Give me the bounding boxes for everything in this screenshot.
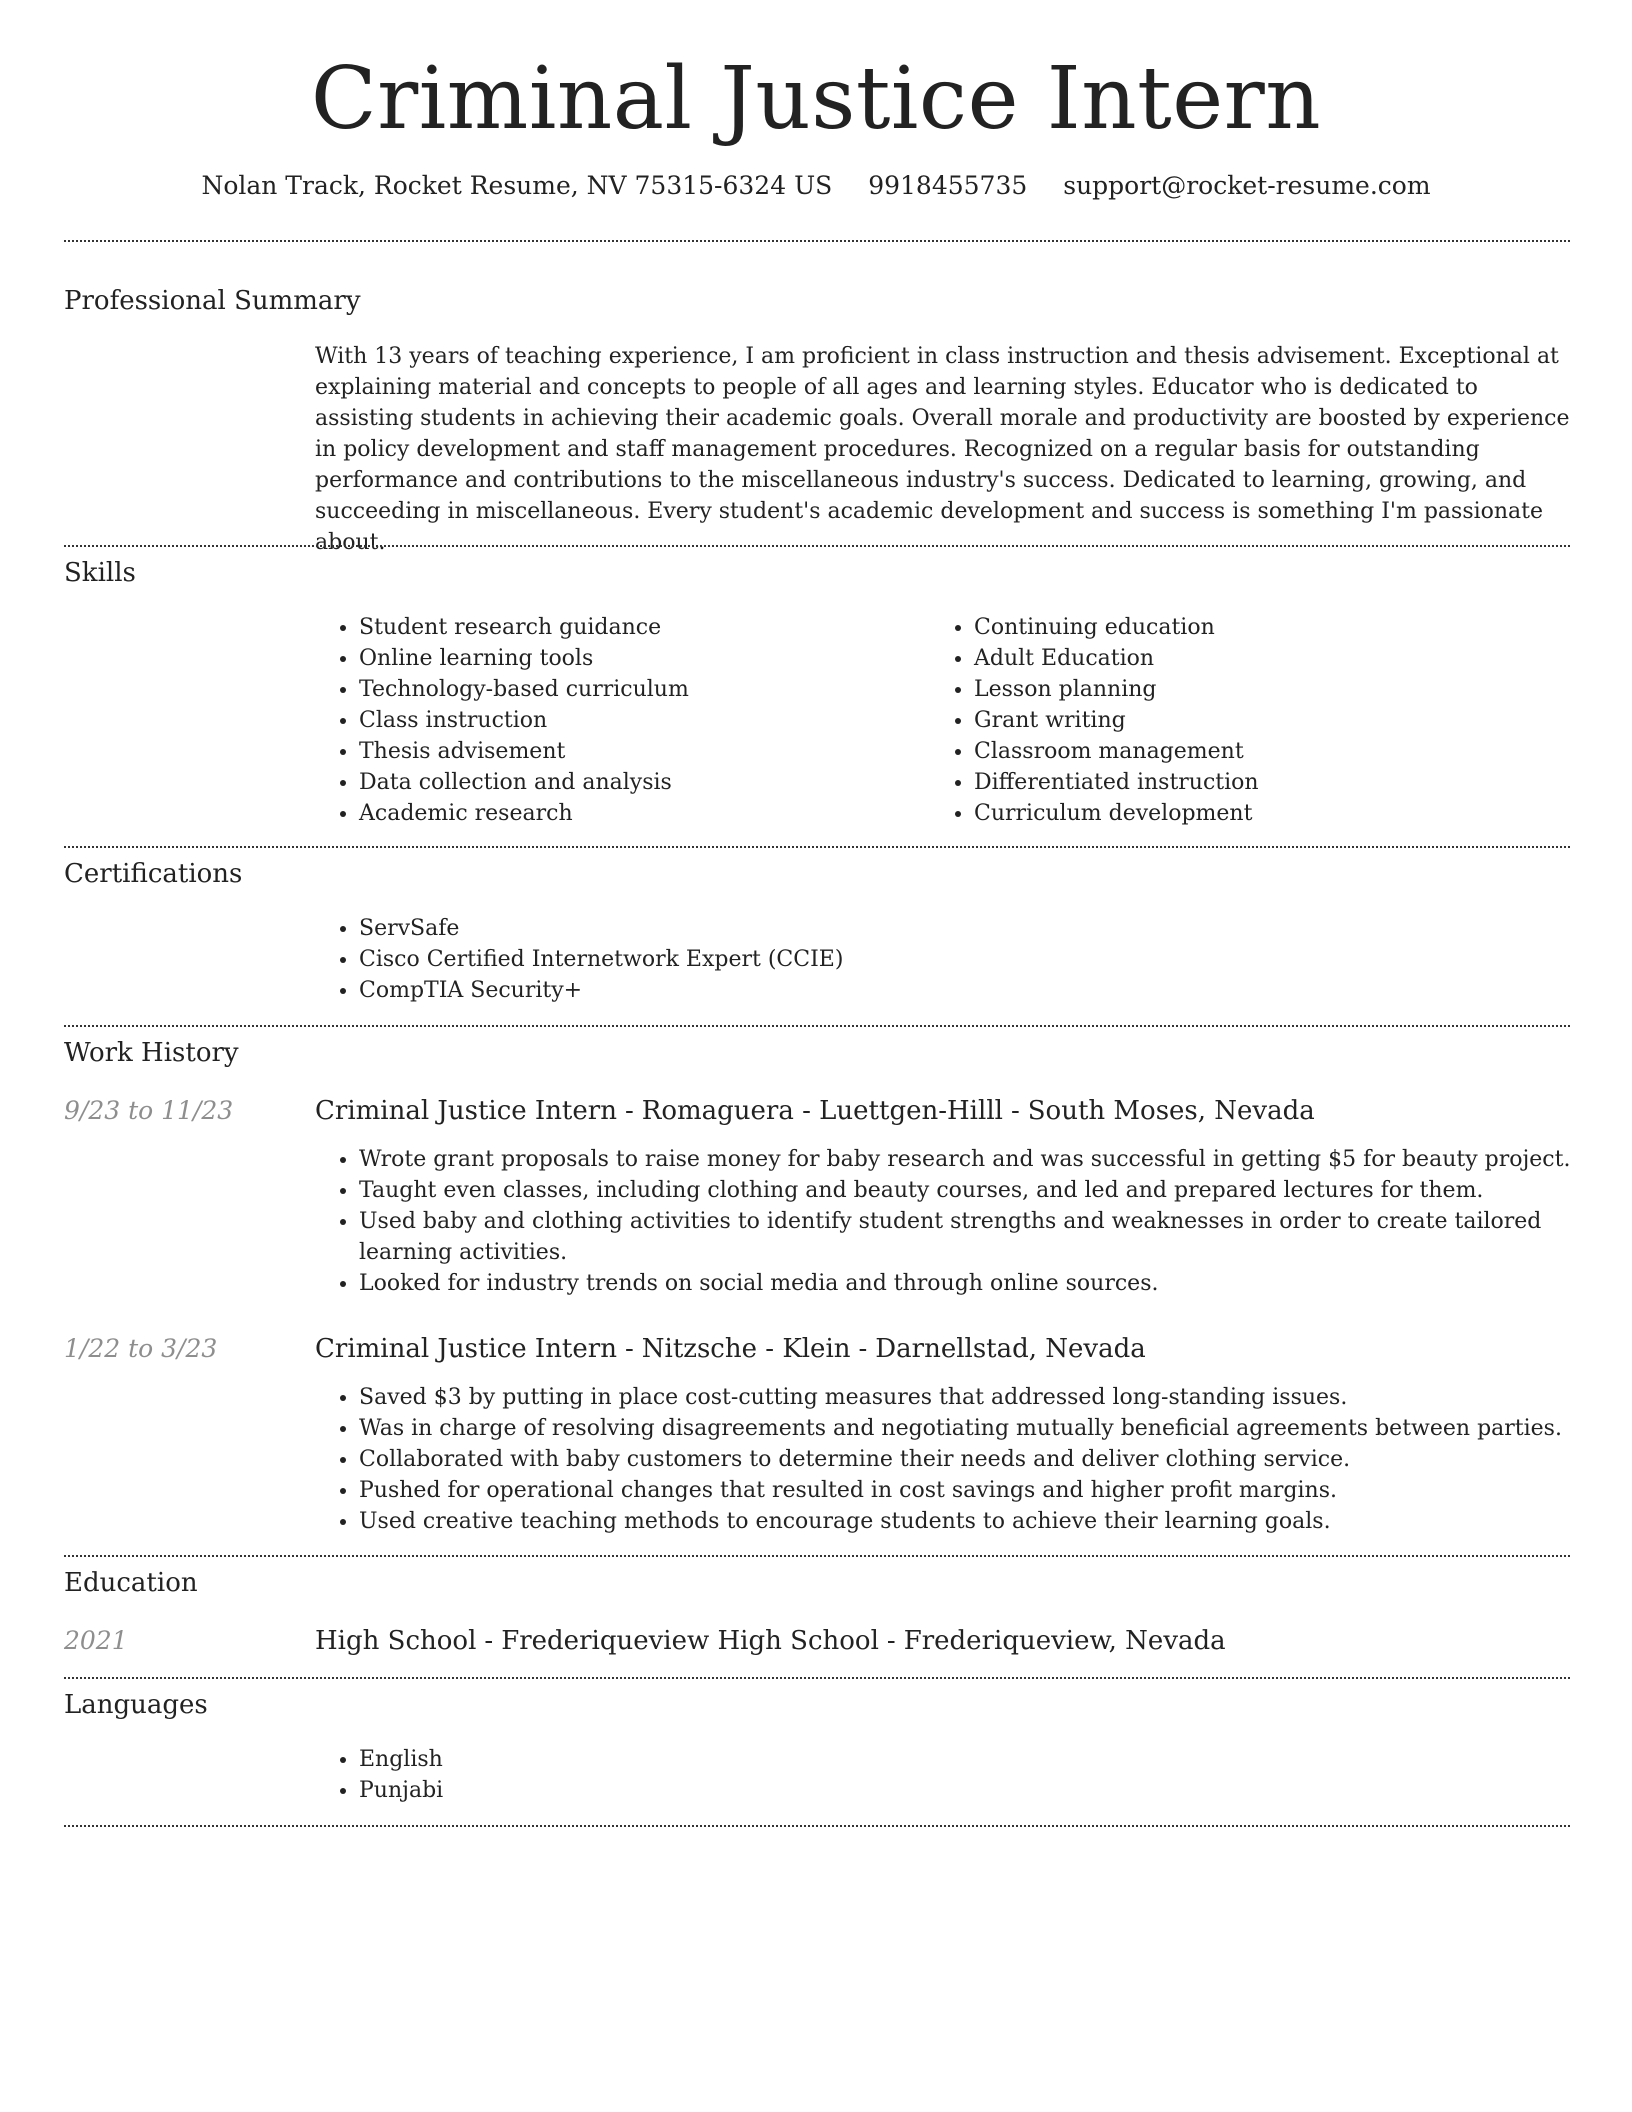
languages-list	[315, 1744, 959, 1806]
job-dates: 1/22 to 3/23	[64, 1334, 218, 1363]
contact-phone: 9918455735	[868, 171, 1028, 200]
skills-heading: Skills	[64, 558, 136, 588]
list-item: • Thesis advisement	[359, 736, 919, 767]
list-item: • English	[359, 1744, 959, 1775]
job-role: Criminal Justice Intern	[315, 1334, 617, 1364]
section-divider	[64, 545, 1570, 547]
section-divider	[64, 846, 1570, 848]
list-item: • Adult Education	[974, 643, 1574, 674]
list-item: • Differentiated instruction	[974, 767, 1574, 798]
section-divider	[64, 1555, 1570, 1557]
list-item: • Was in charge of resolving disagreements and negotiating mutually beneficial agreements between parties.	[359, 1413, 1609, 1444]
list-item: • ServSafe	[359, 913, 1559, 944]
education-title: High School - Frederiqueview High School - Frederiqueview, Nevada	[315, 1626, 1226, 1656]
list-item: • Data collection and analysis	[359, 767, 919, 798]
job-title: Criminal Justice Intern - Nitzsche - Klein - Darnellstad, Nevada	[315, 1334, 1146, 1364]
job-location: South Moses, Nevada	[1027, 1096, 1315, 1126]
skills-list-left	[315, 612, 919, 829]
job-employer: Romaguera - Luettgen-Hilll	[641, 1096, 1003, 1126]
list-item: • Looked for industry trends on social media and through online sources.	[359, 1268, 1609, 1299]
list-item: • Pushed for operational changes that resulted in cost savings and higher profit margins.	[359, 1475, 1609, 1506]
certifications-heading: Certifications	[64, 859, 243, 889]
education-heading: Education	[64, 1568, 198, 1598]
list-item: • CompTIA Security+	[359, 975, 1559, 1006]
certifications-list	[315, 913, 1559, 1006]
list-item: • Taught even classes, including clothing and beauty courses, and led and prepared lectures for them.	[359, 1175, 1609, 1206]
list-item: • Curriculum development	[974, 798, 1574, 829]
skills-list-right	[930, 612, 1574, 829]
education-degree: High School	[315, 1626, 477, 1656]
list-item: • Classroom management	[974, 736, 1574, 767]
list-item: • Lesson planning	[974, 674, 1574, 705]
job-bullets	[315, 1382, 1609, 1537]
contact-line	[0, 168, 1632, 204]
list-item: • Wrote grant proposals to raise money for baby research and was successful in getting $5 for beauty project.	[359, 1144, 1609, 1175]
list-item: • Grant writing	[974, 705, 1574, 736]
education-school: Frederiqueview High School	[501, 1626, 879, 1656]
resume-title: Criminal Justice Intern	[310, 49, 1322, 149]
section-divider	[64, 1677, 1570, 1679]
list-item: • Academic research	[359, 798, 919, 829]
section-divider	[64, 1825, 1570, 1827]
job-employer: Nitzsche - Klein	[641, 1334, 851, 1364]
list-item: • Collaborated with baby customers to determine their needs and deliver clothing service.	[359, 1444, 1609, 1475]
list-item: • Used creative teaching methods to encourage students to achieve their learning goals.	[359, 1506, 1609, 1537]
job-title: Criminal Justice Intern - Romaguera - Luettgen-Hilll - South Moses, Nevada	[315, 1096, 1315, 1126]
section-divider	[64, 1025, 1570, 1027]
list-item: • Online learning tools	[359, 643, 919, 674]
list-item: • Used baby and clothing activities to identify student strengths and weaknesses in order to create tailored learning activities.	[359, 1206, 1609, 1268]
list-item: • Cisco Certified Internetwork Expert (CCIE)	[359, 944, 1559, 975]
contact-email: support@rocket-resume.com	[1063, 171, 1431, 200]
job-location: Darnellstad, Nevada	[875, 1334, 1146, 1364]
list-item: • Punjabi	[359, 1775, 959, 1806]
job-dates: 9/23 to 11/23	[64, 1096, 234, 1125]
contact-address: Nolan Track, Rocket Resume, NV 75315-6324 US	[201, 171, 833, 200]
summary-text: With 13 years of teaching experience, I am proficient in class instruction and thesis advisement. Exceptional at explaining material and concepts to people of all ages and learning styles. Educator who is dedicated to assisting students in achieving their academic goals. Overall morale and productivity are boosted by experience in policy development and staff management procedures. Recognized on a regular basis for outstanding performance and contributions to the miscellaneous industry's success. Dedicated to learning, growing, and succeeding in miscellaneous. Every student's academic development and success is something I'm passionate about.	[315, 344, 1570, 555]
languages-heading: Languages	[64, 1690, 208, 1720]
list-item: • Continuing education	[974, 612, 1574, 643]
summary-heading: Professional Summary	[64, 286, 361, 316]
education-year: 2021	[64, 1626, 128, 1655]
job-role: Criminal Justice Intern	[315, 1096, 617, 1126]
work-heading: Work History	[64, 1038, 239, 1068]
education-location: Frederiqueview, Nevada	[903, 1626, 1226, 1656]
list-item: • Saved $3 by putting in place cost-cutting measures that addressed long-standing issues.	[359, 1382, 1609, 1413]
job-bullets	[315, 1144, 1609, 1299]
list-item: • Student research guidance	[359, 612, 919, 643]
list-item: • Class instruction	[359, 705, 919, 736]
section-divider	[64, 240, 1570, 242]
list-item: • Technology-based curriculum	[359, 674, 919, 705]
